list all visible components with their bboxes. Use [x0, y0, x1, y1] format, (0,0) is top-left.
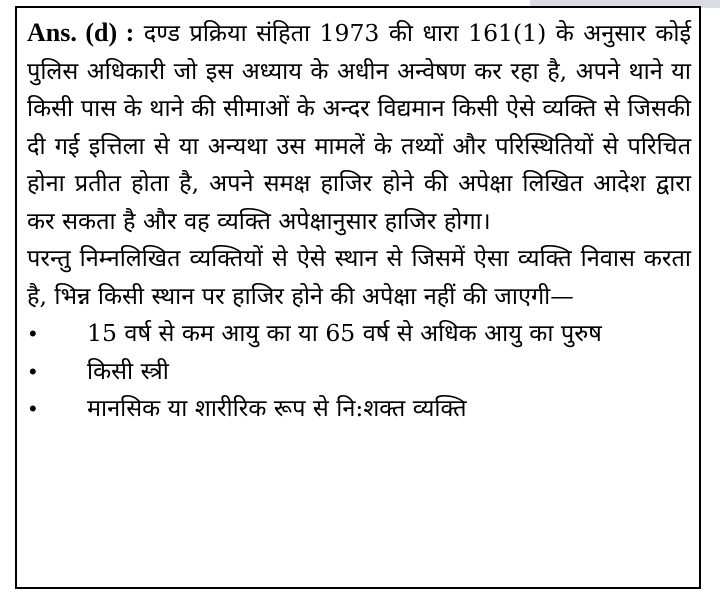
answer-paragraph-1: [27, 14, 691, 240]
list-item-text: 15 वर्ष से कम आयु का या 65 वर्ष से अधिक आयु का पुरुष: [87, 319, 602, 347]
answer-text-1: दण्ड प्रक्रिया संहिता 1973 की धारा 161(1) के अनुसार कोई पुलिस अधिकारी जो इस अध्याय के अधीन अन्वेषण कर रहा है, अपने थाने या किसी पास के थाने की सीमाओं के अन्दर विद्यमान किसी ऐसे व्यक्ति से जिसकी दी गई इत्तिला से या अन्यथा उस मामलें के तथ्यों और परिस्थितियों से परिचित होना प्रतीत होता है, अपने समक्ष हाजिर होने की अपेक्षा लिखित आदेश द्वारा कर सकता है और वह व्यक्ति अपेक्षानुसार हाजिर होगा।: [27, 19, 691, 235]
answer-paragraph-2: परन्तु निम्नलिखित व्यक्तियों से ऐसे स्थान से जिसमें ऐसा व्यक्ति निवास करता है, भिन्न किसी स्थान पर हाजिर होने की अपेक्षा नहीं की जाएगी—: [27, 244, 691, 310]
bullet-icon: •: [29, 358, 37, 384]
bullet-icon: •: [29, 396, 37, 421]
list-item: [27, 353, 691, 391]
list-item-text: किसी स्त्री: [87, 356, 169, 385]
list-item: [27, 390, 691, 428]
answer-label: Ans. (d) :: [27, 18, 135, 47]
answer-box: [15, 6, 701, 589]
exemption-list: [27, 315, 691, 428]
list-item: [27, 315, 691, 353]
bullet-icon: •: [29, 321, 37, 346]
list-item-text: मानसिक या शारीरिक रूप से नि:शक्त व्यक्ति: [87, 394, 467, 422]
